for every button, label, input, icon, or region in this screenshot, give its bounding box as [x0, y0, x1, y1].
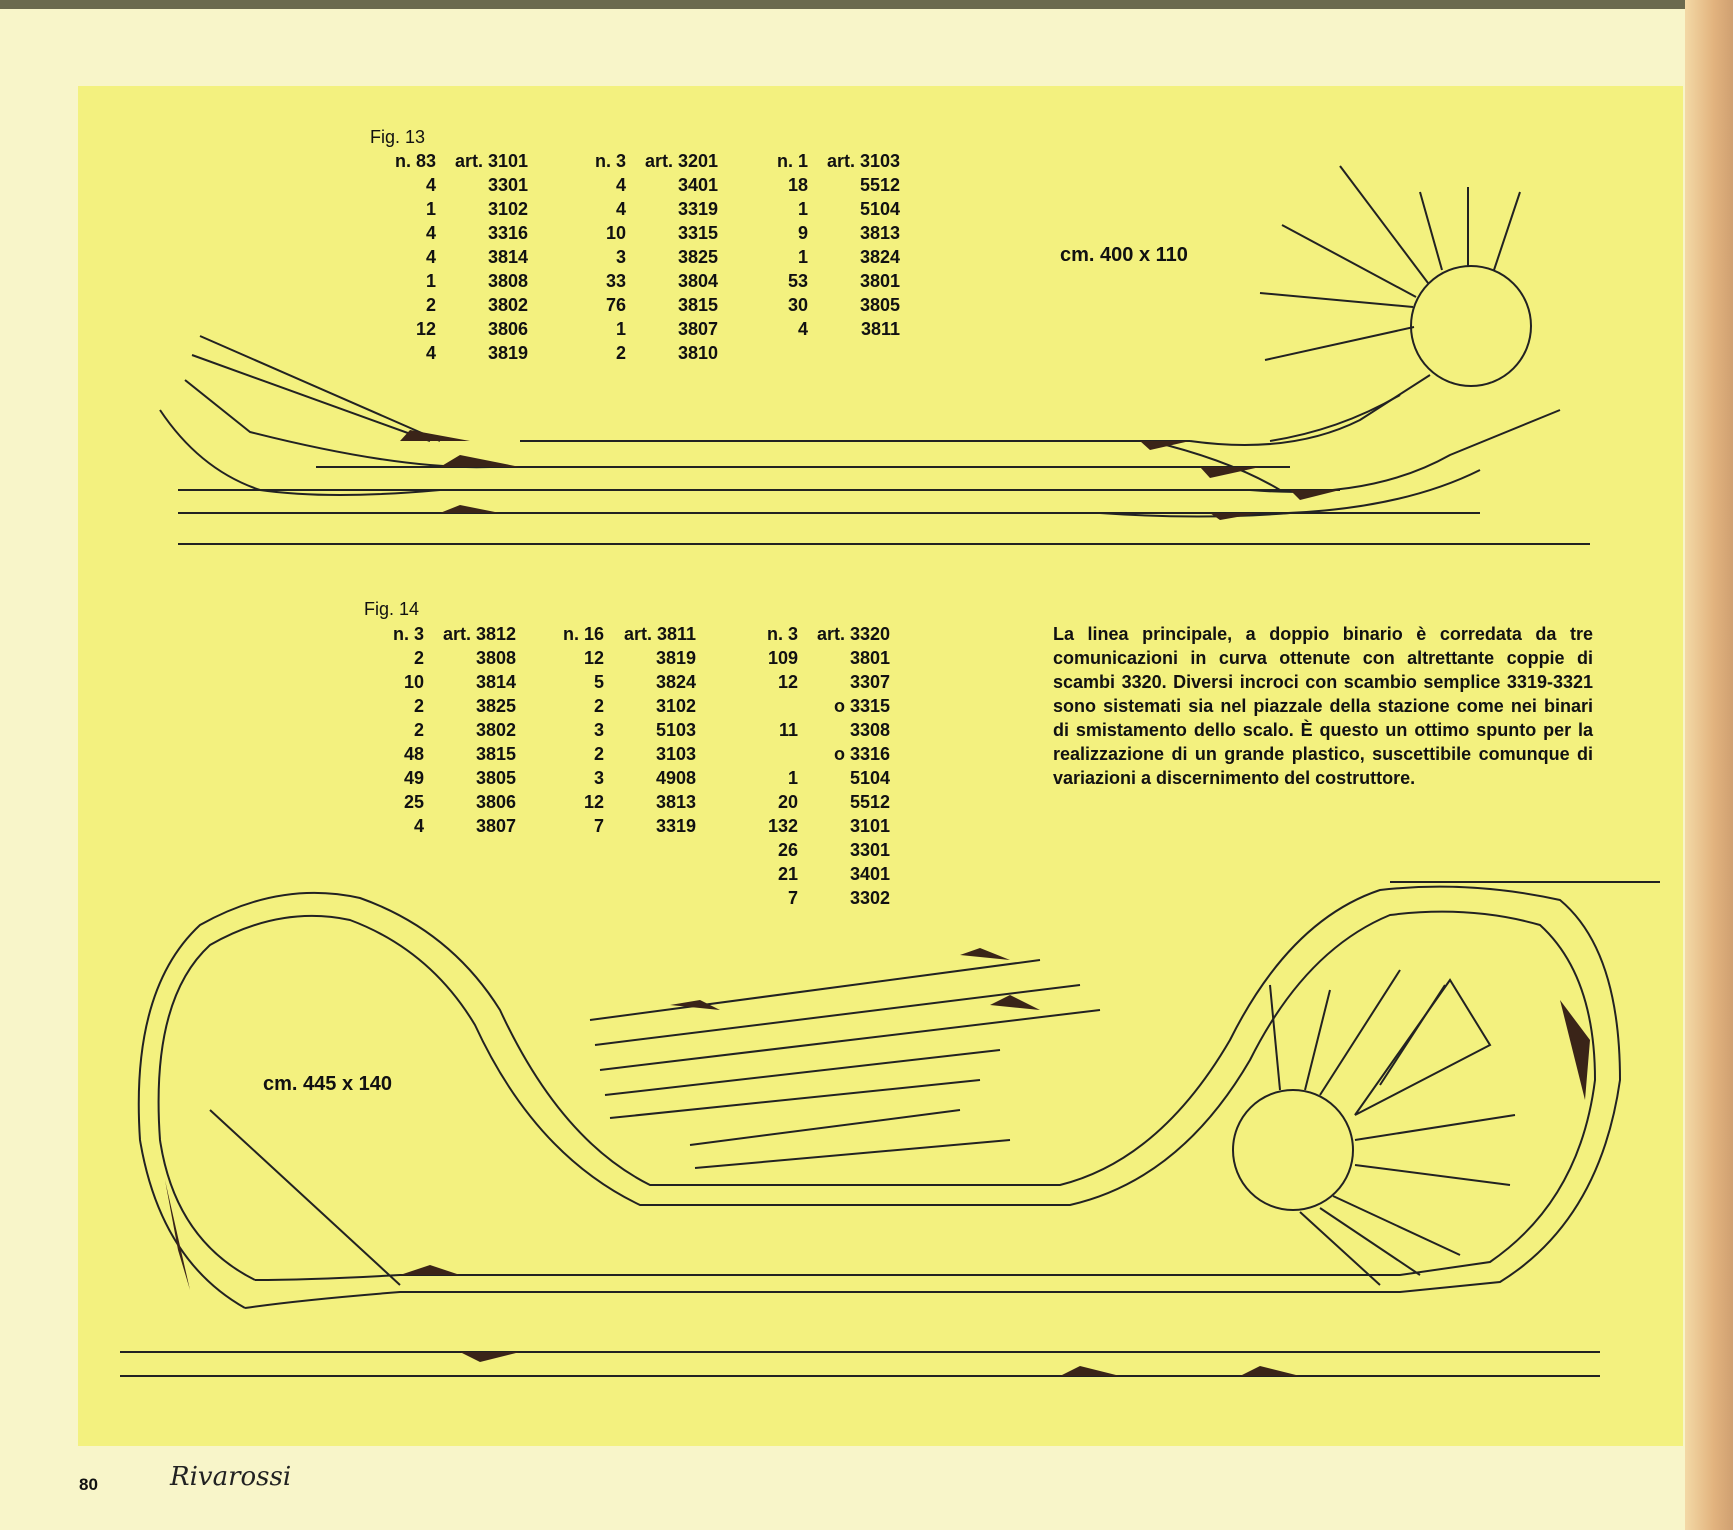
brand-logo: Rivarossi [170, 1462, 292, 1492]
parts-header-article: art. 3201 [644, 151, 718, 171]
part-quantity: 26 [777, 840, 798, 860]
parts-list-row [368, 694, 516, 718]
parts-list-row [570, 221, 718, 245]
parts-list-row [380, 293, 528, 317]
part-article-number: 3815 [677, 295, 718, 315]
part-quantity: 3 [615, 247, 626, 267]
parts-list-header [380, 149, 528, 173]
fig14-dimensions: cm. 445 x 140 [263, 1073, 392, 1095]
part-quantity: 12 [583, 792, 604, 812]
part-article-number: 5103 [655, 720, 696, 740]
parts-list-header [742, 622, 890, 646]
parts-list-row [742, 646, 890, 670]
part-quantity: 109 [767, 648, 798, 668]
part-quantity: 30 [787, 295, 808, 315]
part-article-number: 3401 [849, 864, 890, 884]
fig14-parts-list-col2 [548, 622, 696, 838]
parts-header-article: art. 3811 [623, 624, 696, 644]
parts-list-row [548, 814, 696, 838]
part-article-number: 3806 [487, 319, 528, 339]
part-quantity: 10 [403, 672, 424, 692]
parts-list-header [570, 149, 718, 173]
part-article-number: 3801 [859, 271, 900, 291]
part-article-number: 3813 [655, 792, 696, 812]
part-article-number: 3802 [475, 720, 516, 740]
parts-list-row [548, 670, 696, 694]
parts-list-row [368, 670, 516, 694]
part-quantity: 1 [425, 199, 436, 219]
parts-list-row [368, 814, 516, 838]
parts-list-row [570, 245, 718, 269]
part-quantity: 1 [425, 271, 436, 291]
part-article-number: 3315 [677, 223, 718, 243]
part-quantity: 132 [767, 816, 798, 836]
parts-list-row [570, 269, 718, 293]
parts-list-row [570, 173, 718, 197]
fig13-parts-list-col1 [380, 149, 528, 365]
parts-list-header [752, 149, 900, 173]
part-article-number: 3824 [859, 247, 900, 267]
parts-list-row [368, 718, 516, 742]
part-quantity: 4 [413, 816, 424, 836]
part-quantity: 2 [413, 720, 424, 740]
part-article-number: 3302 [849, 888, 890, 908]
parts-list-row [368, 742, 516, 766]
part-article-number: 3319 [655, 816, 696, 836]
part-article-number: 3810 [677, 343, 718, 363]
part-quantity: 5 [593, 672, 604, 692]
fig14-title: Fig. 14 [364, 599, 420, 619]
fig13-dimensions: cm. 400 x 110 [1060, 244, 1188, 266]
part-article-number: 3811 [860, 319, 900, 339]
part-quantity: 3 [593, 720, 604, 740]
part-quantity: 4 [797, 319, 808, 339]
parts-list-row [752, 269, 900, 293]
part-article-number: 4908 [655, 768, 696, 788]
fig14-track-plan [120, 882, 1660, 1376]
parts-list-row [742, 670, 890, 694]
part-quantity: 20 [777, 792, 798, 812]
part-article-number: 3102 [655, 696, 696, 716]
parts-list-header [368, 622, 516, 646]
part-article-number: 5104 [849, 768, 890, 788]
part-article-number: 3308 [849, 720, 890, 740]
parts-list-row [380, 221, 528, 245]
part-quantity: 2 [413, 696, 424, 716]
parts-list-row [570, 341, 718, 365]
layout-description [1053, 622, 1593, 790]
parts-header-quantity: n. 1 [776, 151, 808, 171]
part-article-number: 3814 [475, 672, 516, 692]
part-article-number: 3319 [677, 199, 718, 219]
parts-list-row [548, 742, 696, 766]
part-article-number: 3815 [475, 744, 516, 764]
part-article-number: 5512 [849, 792, 890, 812]
part-quantity: 10 [605, 223, 626, 243]
description-text: La linea principale, a doppio binario è corredata da tre comunicazioni in curva ottenute con altrettante coppie di scambi 3320. Diversi incroci con scambio semplice 3319-3321 sono sistemati sia nel piazzale della stazione come nei binari di smistamento dello scalo. È questo un ottimo spunto per la realizzazione di un grande plastico, suscettibile comunque di variazioni a discernimento del costruttore. [1053, 624, 1593, 788]
parts-list-row [742, 718, 890, 742]
part-quantity: 1 [797, 247, 808, 267]
part-quantity: 25 [403, 792, 424, 812]
part-quantity: 4 [425, 247, 436, 267]
part-article-number: 3801 [849, 648, 890, 668]
part-article-number: 3804 [677, 271, 718, 291]
part-article-number: 3813 [859, 223, 900, 243]
parts-list-row [380, 245, 528, 269]
part-quantity: 1 [797, 199, 808, 219]
parts-list-row [742, 838, 890, 862]
part-quantity: 7 [787, 888, 798, 908]
parts-list-row [548, 646, 696, 670]
parts-header-quantity: n. 16 [562, 624, 604, 644]
part-article-number: 3819 [655, 648, 696, 668]
fig13-title: Fig. 13 [370, 127, 426, 147]
part-quantity: 2 [615, 343, 626, 363]
part-quantity: 4 [615, 199, 626, 219]
part-article-number: 3808 [487, 271, 528, 291]
parts-list-row [548, 718, 696, 742]
part-article-number: 3102 [487, 199, 528, 219]
part-article-number: 3802 [487, 295, 528, 315]
part-quantity: 4 [425, 343, 436, 363]
parts-list-row [742, 886, 890, 910]
parts-list-row [368, 646, 516, 670]
parts-list-row [380, 173, 528, 197]
part-article-number: 3825 [475, 696, 516, 716]
parts-list-row [548, 766, 696, 790]
part-quantity: 12 [583, 648, 604, 668]
part-quantity: 33 [605, 271, 626, 291]
fig13-parts-list-col2 [570, 149, 718, 365]
part-article-number: 5104 [859, 199, 900, 219]
parts-list-row [368, 790, 516, 814]
part-article-number: 3301 [849, 840, 890, 860]
part-article-number: 3316 [487, 223, 528, 243]
part-quantity: 2 [593, 744, 604, 764]
parts-list-header [548, 622, 696, 646]
part-quantity: 4 [615, 175, 626, 195]
part-quantity: 49 [403, 768, 424, 788]
fig14-parts-list-col1 [368, 622, 516, 838]
part-article-number: 3401 [677, 175, 718, 195]
parts-list-row [742, 862, 890, 886]
part-quantity: 76 [605, 295, 626, 315]
part-article-number: 3814 [487, 247, 528, 267]
part-quantity: 1 [787, 768, 798, 788]
fig14-parts-list-col3 [742, 622, 890, 910]
part-article-number: 3807 [475, 816, 516, 836]
parts-header-article: art. 3320 [816, 624, 890, 644]
parts-list-row [380, 269, 528, 293]
parts-list-row [742, 742, 890, 766]
part-quantity: 1 [615, 319, 626, 339]
parts-list-row [380, 341, 528, 365]
part-quantity: 53 [787, 271, 808, 291]
parts-list-row [752, 293, 900, 317]
parts-list-row [570, 197, 718, 221]
part-quantity: 2 [425, 295, 436, 315]
parts-header-quantity: n. 3 [392, 624, 424, 644]
part-quantity: 9 [797, 223, 808, 243]
part-article-number: 3805 [859, 295, 900, 315]
parts-list-row [742, 814, 890, 838]
part-quantity: 48 [403, 744, 424, 764]
parts-list-row [742, 790, 890, 814]
parts-list-row [742, 766, 890, 790]
parts-list-row [380, 317, 528, 341]
part-article-number: o 3316 [833, 744, 890, 764]
parts-list-row [548, 694, 696, 718]
part-article-number: 3101 [849, 816, 890, 836]
parts-header-article: art. 3103 [826, 151, 900, 171]
part-quantity: 3 [593, 768, 604, 788]
parts-list-row [752, 197, 900, 221]
part-article-number: 3307 [849, 672, 890, 692]
part-quantity: 2 [593, 696, 604, 716]
part-article-number: 3819 [487, 343, 528, 363]
part-quantity [742, 694, 798, 718]
part-article-number: 3103 [655, 744, 696, 764]
parts-list-row [548, 790, 696, 814]
parts-header-article: art. 3812 [442, 624, 516, 644]
part-article-number: o 3315 [833, 696, 890, 716]
parts-list-row [752, 173, 900, 197]
parts-list-row [380, 197, 528, 221]
parts-list-row [368, 766, 516, 790]
parts-header-quantity: n. 3 [766, 624, 798, 644]
part-article-number: 3301 [487, 175, 528, 195]
part-article-number: 5512 [859, 175, 900, 195]
part-quantity: 2 [413, 648, 424, 668]
part-article-number: 3808 [475, 648, 516, 668]
fig13-parts-list-col3 [752, 149, 900, 341]
part-quantity: 12 [415, 319, 436, 339]
parts-list-row [570, 293, 718, 317]
part-quantity [742, 742, 798, 766]
part-quantity: 4 [425, 223, 436, 243]
part-article-number: 3825 [677, 247, 718, 267]
parts-list-row [752, 221, 900, 245]
part-quantity: 12 [777, 672, 798, 692]
part-article-number: 3806 [475, 792, 516, 812]
parts-header-article: art. 3101 [454, 151, 528, 171]
part-quantity: 11 [778, 720, 798, 740]
part-quantity: 21 [777, 864, 798, 884]
parts-header-quantity: n. 83 [394, 151, 436, 171]
parts-list-row [752, 245, 900, 269]
parts-header-quantity: n. 3 [594, 151, 626, 171]
part-article-number: 3824 [655, 672, 696, 692]
part-article-number: 3807 [677, 319, 718, 339]
part-quantity: 7 [593, 816, 604, 836]
parts-list-row [752, 317, 900, 341]
part-quantity: 4 [425, 175, 436, 195]
parts-list-row [742, 694, 890, 718]
page-number: 80 [79, 1475, 98, 1494]
parts-list-row [570, 317, 718, 341]
part-quantity: 18 [787, 175, 808, 195]
part-article-number: 3805 [475, 768, 516, 788]
